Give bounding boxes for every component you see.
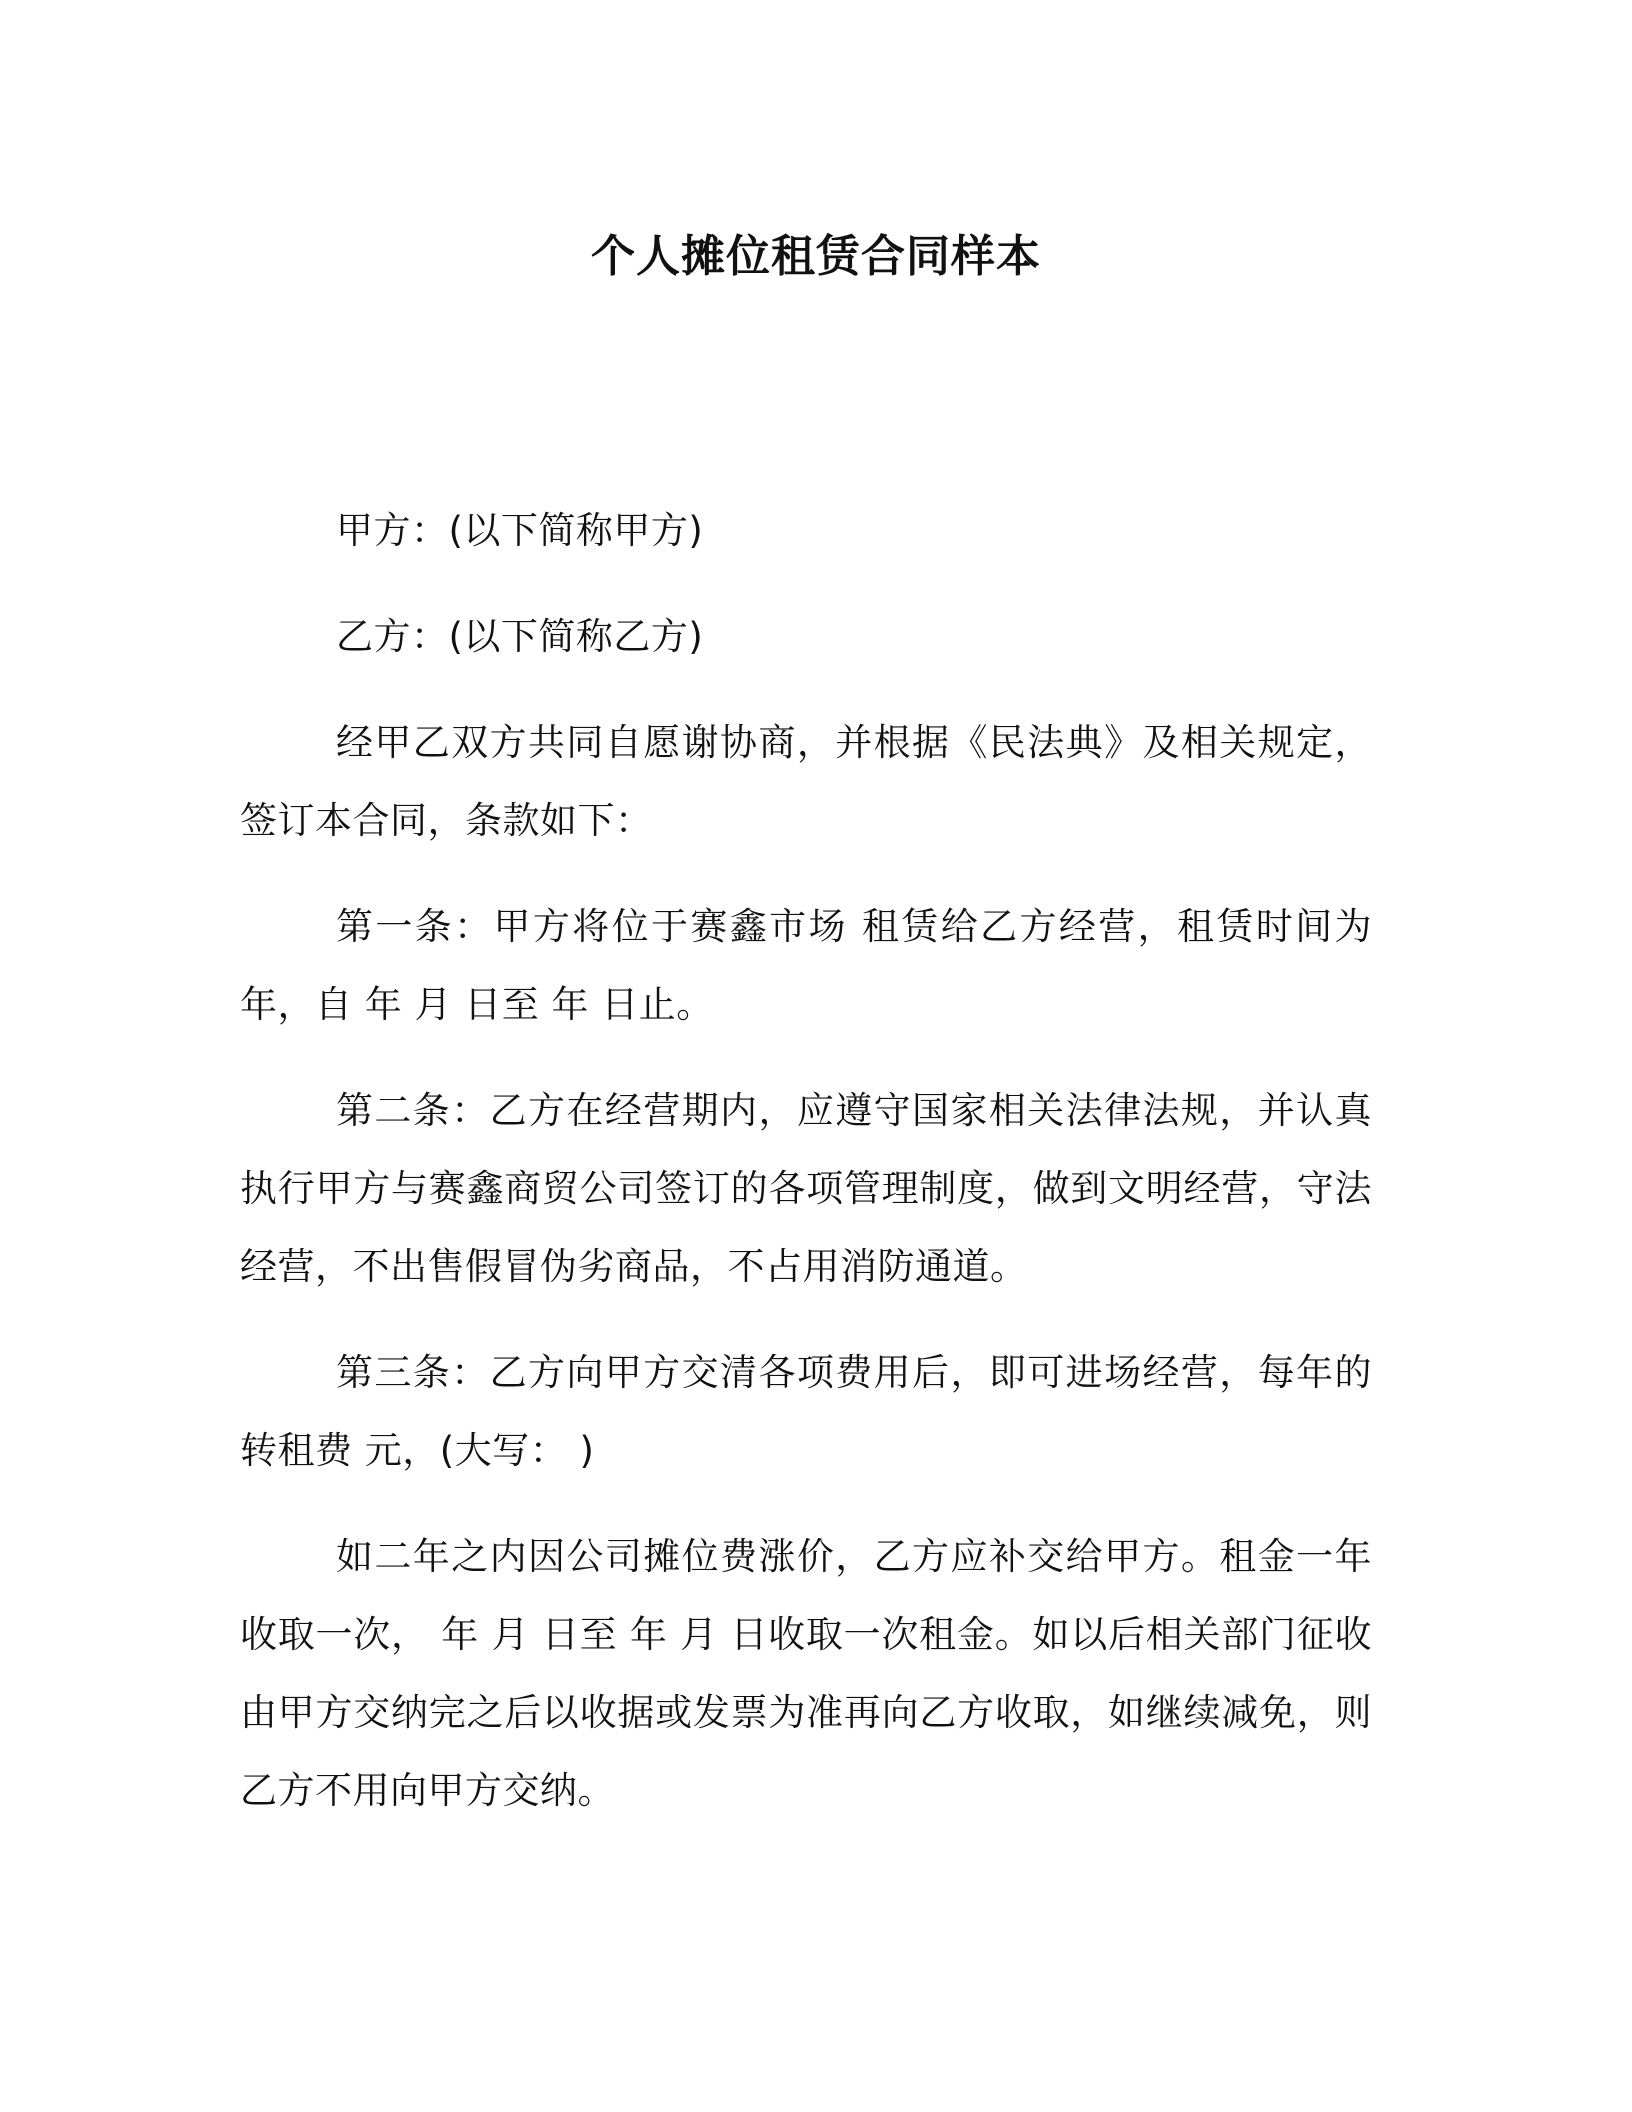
party-b-line: 乙方：(以下简称乙方) [336,615,704,658]
article-3-paragraph: 第三条：乙方向甲方交清各项费用后，即可进场经营，每年的转租费 元，(大写： ) [240,1351,1372,1472]
rent-adjustment-paragraph: 如二年之内因公司摊位费涨价，乙方应补交给甲方。租金一年收取一次， 年 月 日至 年 月 日收取一次租金。如以后相关部门征收由甲方交纳完之后以收据或发票为准再向乙方收取，如继续减免，则乙方不用向甲方交纳。 [240,1535,1372,1812]
article-2-paragraph: 第二条：乙方在经营期内，应遵守国家相关法律法规，并认真执行甲方与赛鑫商贸公司签订的各项管理制度，做到文明经营，守法经营，不出售假冒伪劣商品，不占用消防通道。 [240,1089,1372,1288]
preamble-paragraph: 经甲乙双方共同自愿谢协商，并根据《民法典》及相关规定，签订本合同，条款如下： [240,721,1372,842]
document-body [240,492,1372,1858]
document-title: 个人摊位租赁合同样本 [591,231,1041,282]
article-1-paragraph: 第一条：甲方将位于赛鑫市场 租赁给乙方经营，租赁时间为 年，自 年 月 日至 年 日止。 [240,905,1372,1026]
party-a-line: 甲方：(以下简称甲方) [336,509,704,552]
